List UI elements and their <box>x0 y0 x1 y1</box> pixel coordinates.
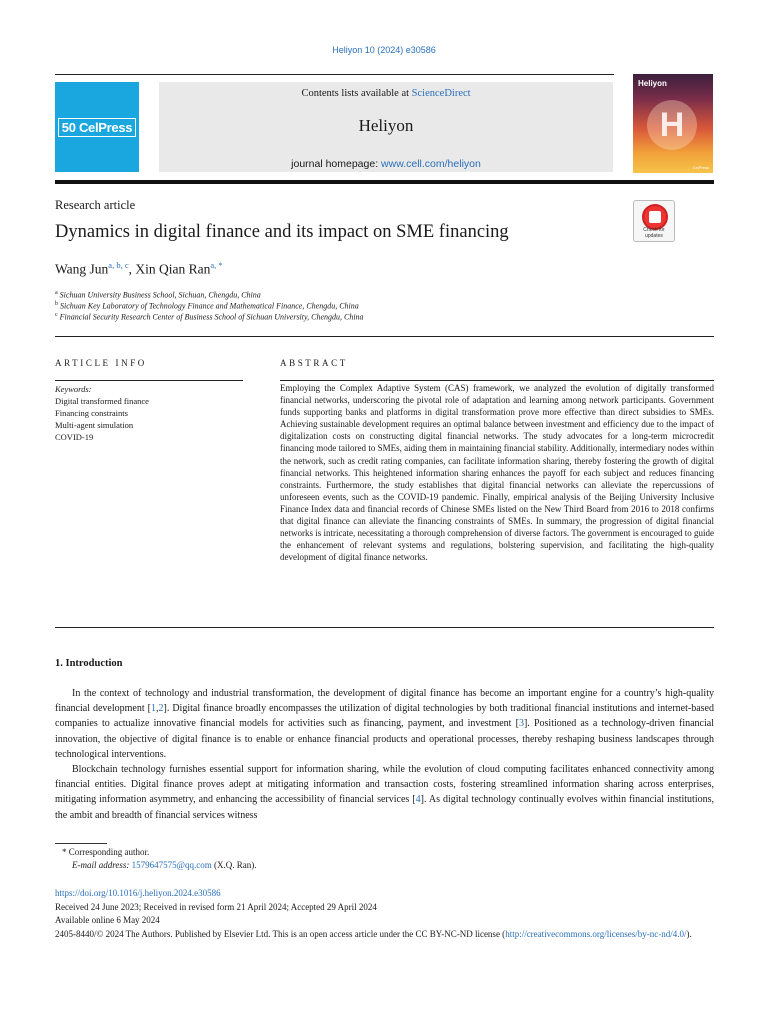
affiliation <box>55 312 364 322</box>
citation-link[interactable]: 4 <box>415 794 421 806</box>
corresponding-author-note: * Corresponding author. <box>62 847 150 857</box>
article-type: Research article <box>55 198 136 212</box>
keyword-item: Multi-agent simulation <box>55 420 134 430</box>
citation-link[interactable]: 3 <box>518 718 524 730</box>
doi-link[interactable]: https://doi.org/10.1016/j.heliyon.2024.e30586 <box>55 888 221 898</box>
abstract-text: Employing the Complex Adaptive System (CAS) framework, we analyzed the evolution of digitally transformed financial networks, underscoring the pivotal role of adaptation and learning among network participants. Government funds supporting banks and platforms in digital transformation prove more effective than direct subsidies to SMEs. Achieving sustainable development requires an optimal balance between investment and efficiency due to the impact of digitalization costs on constructing digital financial networks. The study advocates for a long-term microcredit financing mode tailored to SMEs, aiding them in maintaining financial stability. Additionally, intermediary nodes within the network, such as credit rating companies, can facilitate information sharing, thereby fostering the growth of digital financial networks. This heightened information sharing enhances the payoff for each subject and reduces financing constraints. Furthermore, the study establishes that digital financial networks can alleviate the repercussions of unforeseen events, such as the COVID-19 pandemic. Finally, empirical analysis of the Beijing University Inclusive Finance Index data and financial records of Chinese SMEs listed on the New Third Board from 2016 to 2018 confirms that digital finance can alleviate the financing constraints of SMEs. In summary, the progression of digital financial networks is intricate, necessitating a thorough comprehension of diverse factors. The government is encouraged to guide the enhancement of relevant systems and regulations, bolstering supervision, and facilitating the high-quality development of digital finance networks. <box>280 383 714 563</box>
homepage-line <box>159 158 613 170</box>
paragraph-text: ]. Positioned as a technology-driven financial innovation, the objective of digital finance is to enable or enhance financial products and operational processes, thereby reshaping business landscapes through technological interventions. <box>55 718 714 760</box>
author-name[interactable]: Wang Jun <box>55 261 109 277</box>
header-thick-rule <box>55 180 714 184</box>
available-online-date: Available online 6 May 2024 <box>55 915 160 925</box>
contents-line <box>159 88 613 99</box>
license-link[interactable]: http://creativecommons.org/licenses/by-nc-nd/4.0/ <box>505 929 687 939</box>
author-affiliation-marks[interactable]: a, * <box>210 260 223 270</box>
cellpress-logo <box>55 82 139 172</box>
cover-letter: H <box>659 105 685 144</box>
cover-publisher: CelPress <box>692 165 709 170</box>
author-separator: , <box>128 261 136 277</box>
crossmark-icon-inner <box>649 211 661 223</box>
paragraph-text: ]. As digital technology continually evolves within financial institutions, the ambit and breadth of financial services witness <box>55 794 714 821</box>
journal-cover-image <box>633 74 713 173</box>
affiliation-mark: c <box>55 312 58 318</box>
affiliation <box>55 301 359 311</box>
homepage-prefix: journal homepage: <box>291 158 382 170</box>
paragraph-text: In the context of technology and industrial transformation, the development of digital finance has become an important engine for a country’s high-quality financial development [ <box>55 688 714 715</box>
journal-name: Heliyon <box>358 116 414 135</box>
citation-separator: , <box>155 703 159 715</box>
keyword-item: Digital transformed finance <box>55 396 149 406</box>
license-text: 2405-8440/© 2024 The Authors. Published by Elsevier Ltd. This is an open access article under the CC BY-NC-ND license ( <box>55 929 506 939</box>
section-divider <box>55 336 714 337</box>
license-text-end: ). <box>686 929 692 939</box>
affiliation-mark: a <box>55 290 58 296</box>
article-info-heading: ARTICLE INFO <box>55 358 147 368</box>
license-statement <box>55 928 714 941</box>
journal-reference[interactable]: Heliyon 10 (2024) e30586 <box>332 45 436 55</box>
affiliation-text: Sichuan Key Laboratory of Technology Finance and Mathematical Finance, Chengdu, China <box>60 301 359 311</box>
section-divider <box>55 627 714 628</box>
keywords-label: Keywords: <box>55 384 92 394</box>
affiliation <box>55 290 261 300</box>
journal-homepage-link[interactable]: www.cell.com/heliyon <box>381 158 481 170</box>
email-line <box>72 860 256 870</box>
affiliation-text: Financial Security Research Center of Business School of Sichuan University, Chengdu, China <box>59 312 364 322</box>
keyword-item: Financing constraints <box>55 408 128 418</box>
email-suffix: (X.Q. Ran). <box>211 860 257 870</box>
intro-paragraph-1 <box>55 686 714 823</box>
crossmark-label-line2: updates <box>645 233 663 239</box>
abstract-heading: ABSTRACT <box>280 358 348 368</box>
citation-link[interactable]: 2 <box>158 703 164 715</box>
header-top-rule <box>55 74 614 75</box>
article-title: Dynamics in digital finance and its impact on SME financing <box>55 222 509 242</box>
crossmark-label <box>634 227 674 239</box>
author-list <box>55 260 223 278</box>
author-name[interactable]: Xin Qian Ran <box>135 261 211 277</box>
author-affiliation-marks[interactable]: a, b, c <box>108 260 129 270</box>
abstract-rule <box>280 380 714 381</box>
citation-link[interactable]: 1 <box>150 703 156 715</box>
received-dates: Received 24 June 2023; Received in revised form 21 April 2024; Accepted 29 April 2024 <box>55 902 377 912</box>
sciencedirect-link[interactable]: ScienceDirect <box>411 88 471 99</box>
journal-header-box <box>159 82 613 172</box>
introduction-heading: 1. Introduction <box>55 658 123 669</box>
email-link[interactable]: 1579647575@qq.com <box>131 860 212 870</box>
paragraph-text: Blockchain technology furnishes essential support for information sharing, while the evolution of cloud computing facilitates enhanced connectivity among financial entities. Digital finance proves adept at mitigating information and transaction costs, fostering streamlined information sharing across enterprises, mitigating information asymmetry, and enhancing the accessibility of financial services [ <box>55 764 714 806</box>
check-for-updates-button[interactable] <box>633 200 675 242</box>
affiliation-text: Sichuan University Business School, Sichuan, Chengdu, China <box>59 290 261 300</box>
email-label: E-mail address: <box>72 860 132 870</box>
article-info-rule <box>55 380 243 381</box>
cellpress-logo-text: 50 CelPress <box>58 118 136 137</box>
crossmark-label-line1: Check for <box>643 227 665 233</box>
affiliation-mark: b <box>55 301 58 307</box>
footnote-rule <box>55 843 107 844</box>
contents-prefix: Contents lists available at <box>301 88 412 99</box>
paragraph-text: ]. Digital finance broadly encompasses the utilization of digital technologies by both traditional financial institutions and internet-based companies to actualize innovative financial models for activities such as financing, payment, and investment [ <box>55 703 714 730</box>
cover-emblem <box>647 100 697 150</box>
keyword-item: COVID-19 <box>55 432 94 442</box>
cover-title: Heliyon <box>638 79 667 88</box>
